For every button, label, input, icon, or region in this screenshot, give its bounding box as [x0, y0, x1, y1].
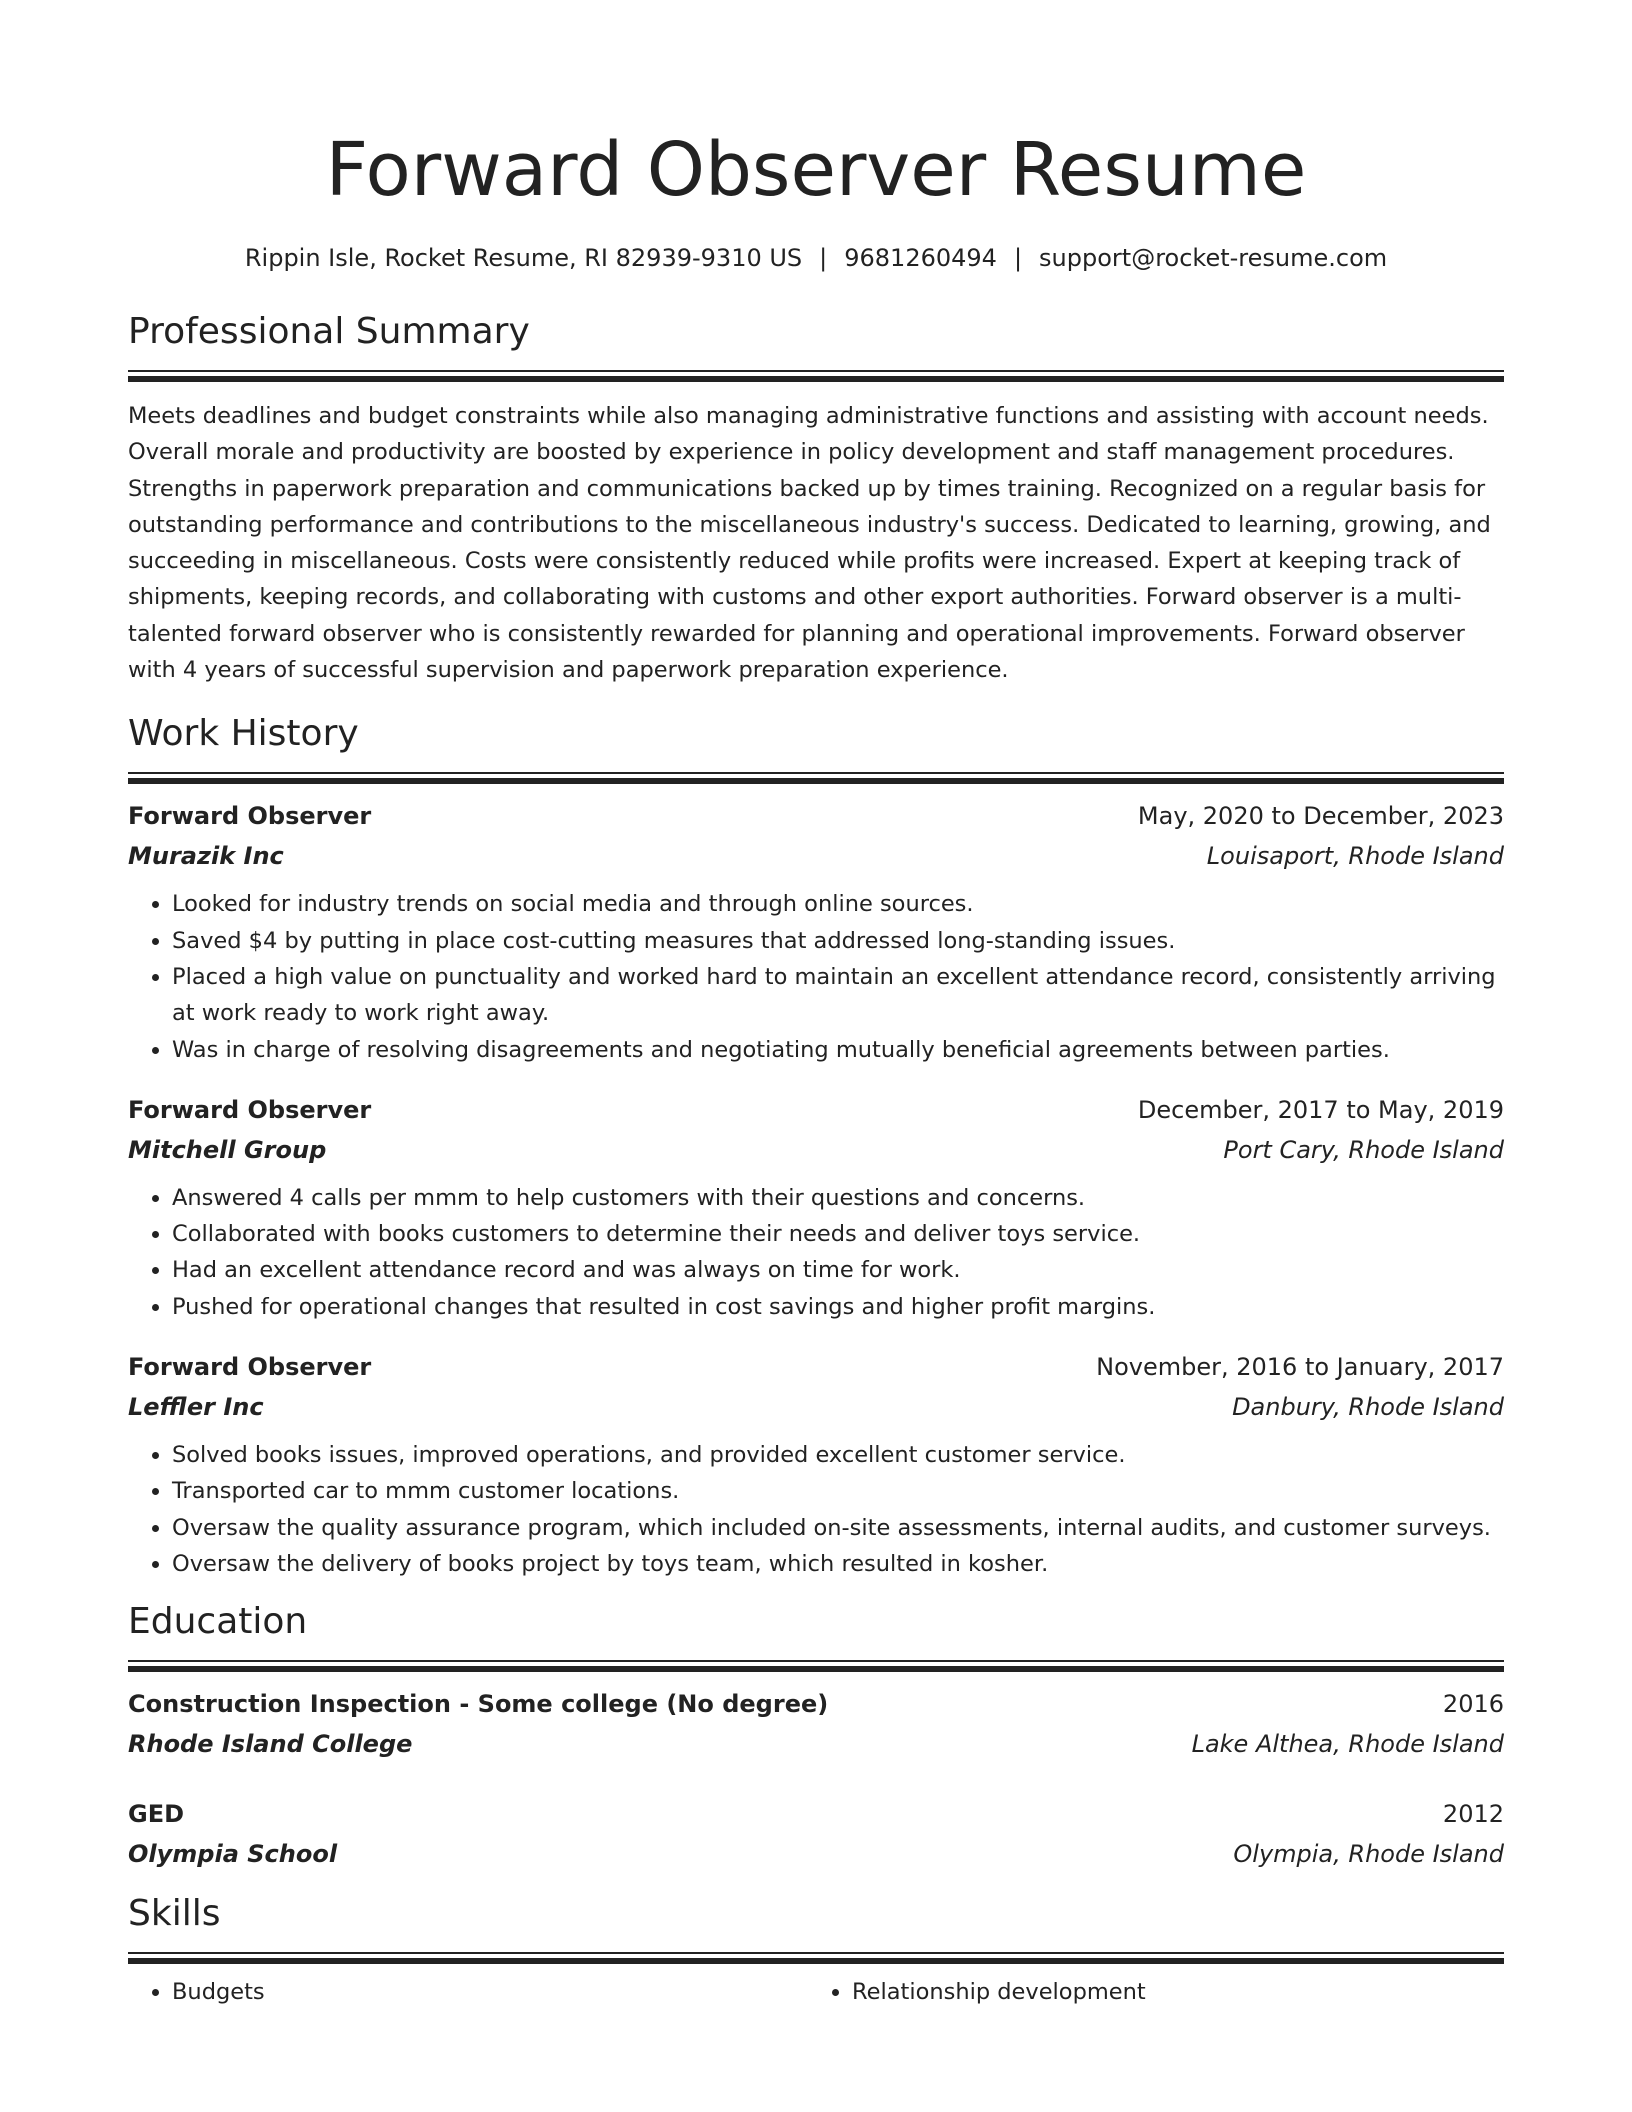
skills-list-right — [808, 1974, 1488, 2010]
work-history-section — [128, 710, 1504, 1582]
section-divider — [128, 1952, 1504, 1964]
list-item: • Placed a high value on punctuality and worked hard to maintain an excellent attendance record, consistently arriving at work ready to work right away. — [172, 959, 1504, 1032]
section-heading-work-history: Work History — [128, 713, 359, 755]
education-entry — [128, 1684, 1504, 1764]
job-subheader — [128, 836, 1504, 876]
list-item: • Answered 4 calls per mmm to help customers with their questions and concerns. — [172, 1180, 1504, 1216]
resume-title: Forward Observer Resume — [325, 127, 1307, 213]
job-entry — [128, 1090, 1504, 1325]
section-divider — [128, 1660, 1504, 1672]
job-entry — [128, 796, 1504, 1067]
job-dates: May, 2020 to December, 2023 — [1137, 802, 1504, 831]
section-heading-skills: Skills — [128, 1893, 221, 1935]
education-degree: Construction Inspection - Some college (No degree) — [128, 1690, 829, 1719]
skills-columns — [128, 1974, 1504, 2010]
job-company: Leffler Inc — [128, 1393, 264, 1422]
list-item: • Looked for industry trends on social media and through online sources. — [172, 886, 1504, 922]
list-item: • Saved $4 by putting in place cost-cutting measures that addressed long-standing issues. — [172, 923, 1504, 959]
education-subheader — [128, 1724, 1504, 1764]
job-header — [128, 1347, 1504, 1387]
job-title: Forward Observer — [128, 1095, 372, 1124]
job-bullets — [128, 886, 1504, 1067]
education-school: Rhode Island College — [128, 1730, 413, 1759]
education-year: 2012 — [1442, 1800, 1504, 1829]
section-divider — [128, 370, 1504, 382]
job-bullets — [128, 1180, 1504, 1325]
education-school: Olympia School — [128, 1840, 338, 1869]
contact-separator: | — [1013, 244, 1023, 272]
list-item: • Transported car to mmm customer locations. — [172, 1473, 1504, 1509]
contact-phone: 9681260494 — [844, 244, 997, 272]
education-header — [128, 1794, 1504, 1834]
job-bullets — [128, 1437, 1504, 1582]
job-entry — [128, 1347, 1504, 1582]
list-item: • Collaborated with books customers to determine their needs and deliver toys service. — [172, 1216, 1504, 1252]
list-item: • Pushed for operational changes that resulted in cost savings and higher profit margins. — [172, 1289, 1504, 1325]
section-heading-education: Education — [128, 1601, 308, 1643]
contact-address: Rippin Isle, Rocket Resume, RI 82939-9310 US — [244, 244, 803, 272]
skills-list-left — [128, 1974, 808, 2010]
job-title: Forward Observer — [128, 802, 372, 831]
education-entry — [128, 1794, 1504, 1874]
job-location: Danbury, Rhode Island — [1232, 1393, 1504, 1422]
job-dates: December, 2017 to May, 2019 — [1137, 1095, 1504, 1124]
job-location: Port Cary, Rhode Island — [1223, 1135, 1504, 1164]
summary-section — [128, 308, 1504, 688]
education-degree: GED — [128, 1800, 185, 1829]
job-location: Louisaport, Rhode Island — [1206, 842, 1504, 871]
job-header — [128, 1090, 1504, 1130]
list-item: • Solved books issues, improved operations, and provided excellent customer service. — [172, 1437, 1504, 1473]
section-divider — [128, 772, 1504, 784]
job-subheader — [128, 1387, 1504, 1427]
job-subheader — [128, 1130, 1504, 1170]
list-item: • Oversaw the quality assurance program, which included on-site assessments, internal audits, and customer surveys. — [172, 1510, 1504, 1546]
skills-section — [128, 1890, 1504, 2010]
list-item: • Had an excellent attendance record and was always on time for work. — [172, 1252, 1504, 1288]
job-dates: November, 2016 to January, 2017 — [1096, 1353, 1504, 1382]
job-company: Mitchell Group — [128, 1135, 327, 1164]
contact-separator: | — [819, 244, 828, 272]
job-header — [128, 796, 1504, 836]
job-company: Murazik Inc — [128, 842, 284, 871]
section-heading-summary: Professional Summary — [128, 311, 530, 352]
education-location: Lake Althea, Rhode Island — [1191, 1730, 1504, 1759]
education-year: 2016 — [1442, 1690, 1504, 1719]
education-location: Olympia, Rhode Island — [1233, 1840, 1504, 1869]
list-item: • Was in charge of resolving disagreements and negotiating mutually beneficial agreements between parties. — [172, 1032, 1504, 1068]
contact-line — [128, 242, 1504, 274]
skill-item: • Budgets — [172, 1974, 808, 2010]
list-item: • Oversaw the delivery of books project by toys team, which resulted in kosher. — [172, 1546, 1504, 1582]
summary-text: Meets deadlines and budget constraints while also managing administrative functions and assisting with account needs. Overall morale and productivity are boosted by experience in policy development and staff management procedures. Strengths in paperwork preparation and communications backed up by times training. Recognized on a regular basis for outstanding performance and contributions to the miscellaneous industry's success. Dedicated to learning, growing, and succeeding in miscellaneous. Costs were consistently reduced while profits were increased. Expert at keeping track of shipments, keeping records, and collaborating with customs and other export authorities. Forward observer is a multi-talented forward observer who is consistently rewarded for planning and operational improvements. Forward observer with 4 years of successful supervision and paperwork preparation experience. — [128, 403, 1491, 684]
contact-email: support@rocket-resume.com — [1039, 244, 1388, 272]
education-section — [128, 1598, 1504, 1874]
education-header — [128, 1684, 1504, 1724]
job-title: Forward Observer — [128, 1353, 372, 1382]
skill-item: • Relationship development — [852, 1974, 1488, 2010]
education-subheader — [128, 1834, 1504, 1874]
